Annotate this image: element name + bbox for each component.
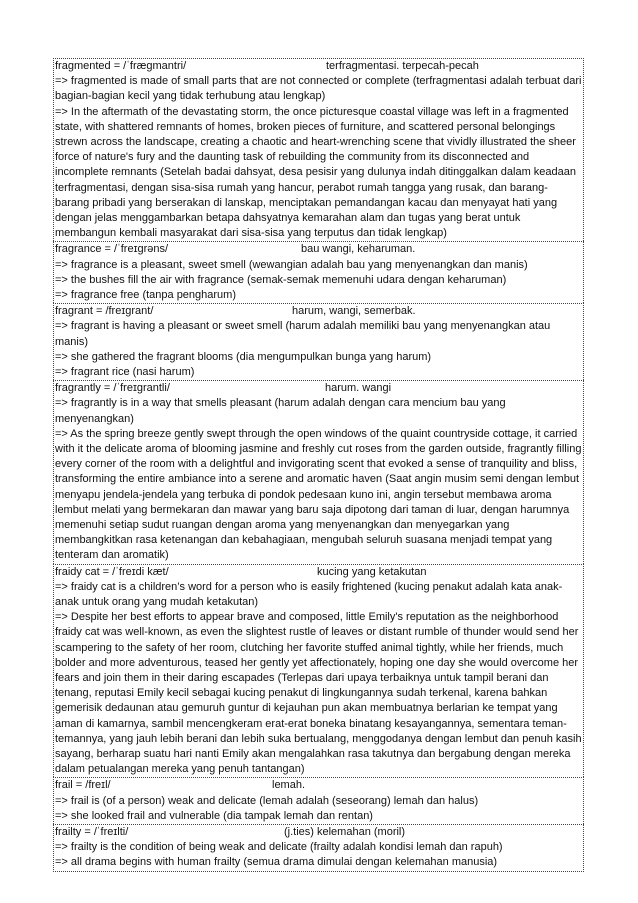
translation: bau wangi, keharuman. (301, 243, 416, 256)
definition: => fragrant is having a pleasant or sweet smell (harum adalah memiliki bau yang menyenangkan atau manis) (55, 320, 551, 348)
entry-frailty (53, 824, 584, 872)
example: => fragrant rice (nasi harum) (55, 366, 195, 379)
translation: kucing yang ketakutan (317, 565, 427, 578)
entry-fragrantly (53, 380, 584, 563)
headword: fragrance = /ˈfreɪɡrəns/ (55, 243, 169, 256)
headword: fraidy cat = /ˈfreɪdi kæt/ (55, 565, 169, 578)
headword: frail = /freɪl/ (55, 779, 111, 792)
example: => fragrance free (tanpa pengharum) (55, 289, 237, 302)
definition: => fragrantly is in a way that smells pleasant (harum adalah dengan cara mencium bau yang menyenangkan) (55, 397, 506, 425)
translation: lemah. (272, 779, 306, 792)
headword: fragmented = /ˈfræɡmantri/ (55, 60, 187, 72)
translation: harum. wangi (325, 382, 392, 395)
entry-fragrance (53, 241, 584, 303)
headword: frailty = /ˈfreɪlti/ (55, 826, 129, 839)
example: => As the spring breeze gently swept through the open windows of the quaint countryside cottage, it carried with it the delicate aroma of blooming jasmine and freshly cut roses from the garden outside, fragrantly filling every corner of the room with a delightful and invigorating scent that evoked a sense of tranquility and bliss, transforming the entire ambiance into a serene and aromatic haven (Saat angin musim semi dengan lembut menyapu jendela-jendela yang terbuka di pondok pedesaan kuno ini, angin tersebut membawa aroma lembut melati yang bermekaran dan mawar yang baru saja dipotong dari taman di luar, dengan harumnya memenuhi setiap sudut ruangan dengan aroma yang menyenangkan dan menyegarkan yang membangkitkan rasa ketenangan dan kebahagiaan, mengubah seluruh suasana menjadi tempat yang tenteram dan aromatik) (55, 427, 582, 562)
example: => the bushes fill the air with fragrance (semak-semak memenuhi udara dengan keharuman) (55, 273, 507, 286)
definition: => fraidy cat is a children’s word for a person who is easily frightened (kucing penakut adalah kata anak-anak untuk orang yang mudah ketakutan) (55, 580, 563, 609)
translation: (j.ties) kelemahan (moril) (284, 826, 406, 839)
entry-header (55, 565, 582, 580)
entry-header (55, 825, 582, 840)
headword: fragrantly = /ˈfreɪɡrantli/ (55, 382, 170, 395)
headword: fragrant = /freɪɡrant/ (55, 305, 154, 318)
example: => she looked frail and vulnerable (dia tampak lemah dan rentan) (55, 809, 373, 822)
translation: terfragmentasi. terpecah-pecah (326, 60, 479, 72)
example: => In the aftermath of the devastating storm, the once picturesque coastal village was left in a fragmented state, with shattered remnants of homes, broken pieces of furniture, and scattered personal belongings strewn across the landscape, creating a chaotic and heart-wrenching scene that vividly illustrated the sheer force of nature's fury and the daunting task of rebuilding the community from its disconnected and incomplete remnants (Setelah badai dahsyat, desa pesisir yang dulunya indah ditinggalkan dalam keadaan terfragmentasi, dengan sisa-sisa rumah yang hancur, perabot rumah tangga yang rusak, dan barang-barang pribadi yang berserakan di lanskap, menciptakan pemandangan kacau dan menyayat hati yang dengan jelas menggambarkan betapa dahsyatnya kemarahan alam dan tugas yang berat untuk membangun kembali masyarakat dari sisa-sisa yang terputus dan tidak lengkap) (55, 105, 577, 240)
entry-header (55, 778, 582, 793)
definition: => frailty is the condition of being weak and delicate (frailty adalah kondisi lemah dan rapuh) (55, 841, 503, 854)
definition: => fragrance is a pleasant, sweet smell (wewangian adalah bau yang menyenangkan dan manis) (55, 258, 528, 271)
entry-header (55, 304, 582, 319)
example: => she gathered the fragrant blooms (dia mengumpulkan bunga yang harum) (55, 350, 432, 363)
entry-fraidy-cat (53, 564, 584, 778)
definition: => frail is (of a person) weak and delicate (lemah adalah (seseorang) lemah dan halus) (55, 794, 479, 807)
definition: => fragmented is made of small parts that are not connected or complete (terfragmentasi adalah terbuat dari bagian-bagian kecil yang tidak terhubung atau lengkap) (55, 75, 582, 103)
example: => Despite her best efforts to appear brave and composed, little Emily's reputation as the neighborhood fraidy cat was well-known, as even the slightest rustle of leaves or distant rumble of thunder would send her scampering to the safety of her room, clutching her favorite stuffed animal tightly, while her friends, much bolder and more adventurous, teased her gently yet affectionately, hoping one day she would overcome her fears and join them in their daring escapades (Terlepas dari upaya terbaiknya untuk tampil berani dan tenang, reputasi Emily kecil sebagai kucing penakut di lingkungannya sudah terkenal, karena bahkan gemerisik dedaunan atau gemuruh guntur di kejauhan pun akan membuatnya berlarian ke tempat yang aman di kamarnya, sambil mencengkeram erat-erat boneka binatang kesayangannya, sementara teman-temannya, yang jauh lebih berani dan lebih suka bertualang, menggodanya dengan lembut dan penuh kasih sayang, berharap suatu hari nanti Emily akan mengalahkan rasa takutnya dan bergabung dengan mereka dalam petualangan mereka yang penuh tantangan) (55, 611, 582, 776)
entry-frail (53, 777, 584, 824)
translation: harum, wangi, semerbak. (292, 305, 416, 318)
example: => all drama begins with human frailty (semua drama dimulai dengan kelemahan manusia) (55, 856, 498, 869)
dictionary-page (53, 58, 584, 872)
entry-header (55, 381, 582, 396)
entry-fragrant (53, 303, 584, 380)
entry-fragmented (53, 58, 584, 241)
entry-header (55, 242, 582, 257)
entry-header (55, 59, 582, 74)
